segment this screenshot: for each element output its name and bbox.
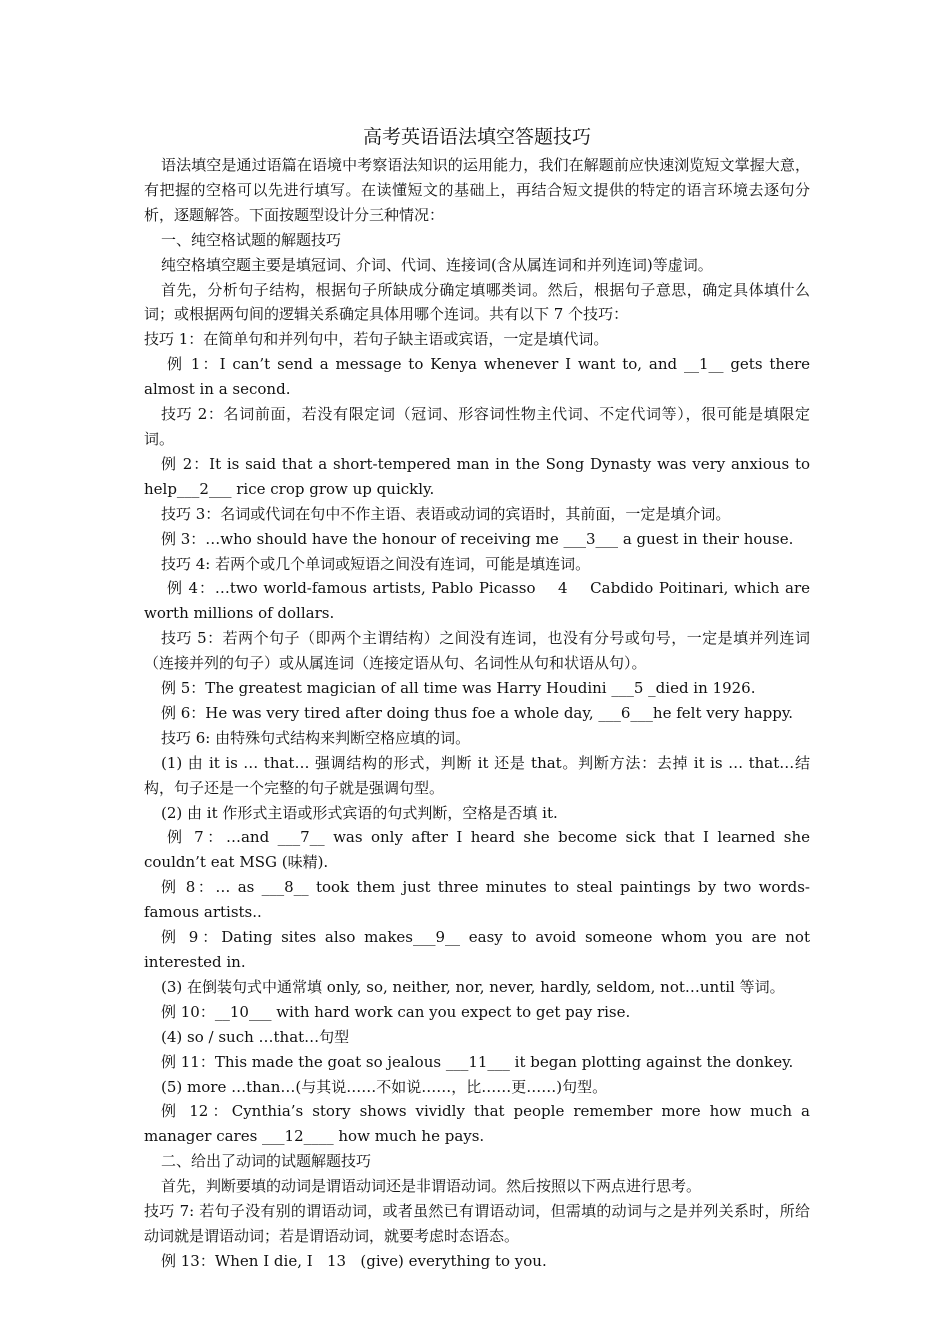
tip-7: 技巧 7: 若句子没有别的谓语动词，或者虽然已有谓语动词，但需填的动词与之是并列关系时，所给动词就是谓语动词；若是谓语动词，就要考虑时态语态。 bbox=[144, 1202, 810, 1245]
document-page bbox=[144, 122, 815, 1274]
rule-5: (5) more …than…(与其说……不如说……，比……更……)句型。 bbox=[161, 1077, 608, 1096]
tip-3: 技巧 3：名词或代词在句中不作主语、表语或动词的宾语时，其前面，一定是填介词。 bbox=[161, 504, 731, 523]
example-5: 例 5：The greatest magician of all time was Harry Houdini ___5 _died in 1926. bbox=[161, 679, 756, 698]
example-1: 例 1：I can’t send a message to Kenya whenever I want to, and __1__ gets there almost in a second. bbox=[144, 355, 810, 399]
rule-2: (2) 由 it 作形式主语或形式宾语的句式判断，空格是否填 it. bbox=[161, 803, 558, 822]
document-title: 高考英语语法填空答题技巧 bbox=[362, 126, 591, 148]
example-9: 例 9：Dating sites also makes___9__ easy to avoid someone whom you are not interested in. bbox=[144, 928, 810, 971]
tip-5: 技巧 5：若两个句子（即两个主谓结构）之间没有连词，也没有分号或句号，一定是填并列连词（连接并列的句子）或从属连词（连接定语从句、名词性从句和状语从句）。 bbox=[144, 629, 810, 673]
example-12: 例 12：Cynthia’s story shows vividly that people remember more how much a manager cares ___12____ how much he pays. bbox=[144, 1102, 810, 1146]
paragraph: 纯空格填空题主要是填冠词、介词、代词、连接词(含从属连词和并列连词)等虚词。 bbox=[161, 255, 713, 274]
example-2: 例 2：It is said that a short-tempered man in the Song Dynasty was very anxious to help___2___ rice crop grow up quickly. bbox=[144, 454, 810, 498]
tip-4: 技巧 4: 若两个或几个单词或短语之间没有连词，可能是填连词。 bbox=[161, 554, 591, 573]
tip-1: 技巧 1：在简单句和并列句中，若句子缺主语或宾语，一定是填代词。 bbox=[144, 330, 609, 349]
example-13: 例 13：When I die, I 13 (give) everything to you. bbox=[161, 1251, 547, 1270]
rule-1: (1) 由 it is … that… 强调结构的形式，判断 it 还是 that。判断方法：去掉 it is … that…结构，句子还是一个完整的句子就是强调句型。 bbox=[144, 753, 810, 797]
tip-2: 技巧 2：名词前面，若没有限定词（冠词、形容词性物主代词、不定代词等），很可能是填限定词。 bbox=[144, 405, 810, 448]
example-4: 例 4：…two world-famous artists, Pablo Picasso 4 Cabdido Poitinari, which are worth millions of dollars. bbox=[144, 579, 815, 623]
section-heading-1: 一、纯空格试题的解题技巧 bbox=[161, 230, 342, 249]
example-3: 例 3：…who should have the honour of receiving me ___3___ a guest in their house. bbox=[161, 529, 794, 548]
rule-4: (4) so / such …that…句型 bbox=[161, 1027, 350, 1046]
tip-6: 技巧 6: 由特殊句式结构来判断空格应填的词。 bbox=[161, 728, 471, 747]
section-heading-2: 二、给出了动词的试题解题技巧 bbox=[161, 1152, 372, 1171]
example-8: 例 8：… as ___8__ took them just three minutes to steal paintings by two words-famous artists.. bbox=[144, 878, 810, 922]
paragraph: 首先，分析句子结构，根据句子所缺成分确定填哪类词。然后，根据句子意思，确定具体填什么词；或根据两句间的逻辑关系确定具体用哪个连词。共有以下 7 个技巧： bbox=[144, 280, 810, 324]
example-6: 例 6：He was very tired after doing thus foe a whole day, ___6___he felt very happy. bbox=[161, 703, 794, 722]
intro-paragraph: 语法填空是通过语篇在语境中考察语法知识的运用能力，我们在解题前应快速浏览短文掌握大意，有把握的空格可以先进行填写。在读懂短文的基础上，再结合短文提供的特定的语言环境去逐句分析，逐题解答。下面按题型设计分三种情况： bbox=[144, 156, 810, 224]
example-10: 例 10：__10___ with hard work can you expect to get pay rise. bbox=[161, 1002, 631, 1021]
paragraph: 首先，判断要填的动词是谓语动词还是非谓语动词。然后按照以下两点进行思考。 bbox=[161, 1177, 702, 1196]
rule-3: (3) 在倒装句式中通常填 only, so, neither, nor, never, hardly, seldom, not…until 等词。 bbox=[161, 977, 785, 996]
example-11: 例 11：This made the goat so jealous ___11___ it began plotting against the donkey. bbox=[161, 1052, 794, 1071]
example-7: 例 7：…and ___7__ was only after I heard she become sick that I learned she couldn’t eat MSG (味精). bbox=[144, 828, 810, 872]
